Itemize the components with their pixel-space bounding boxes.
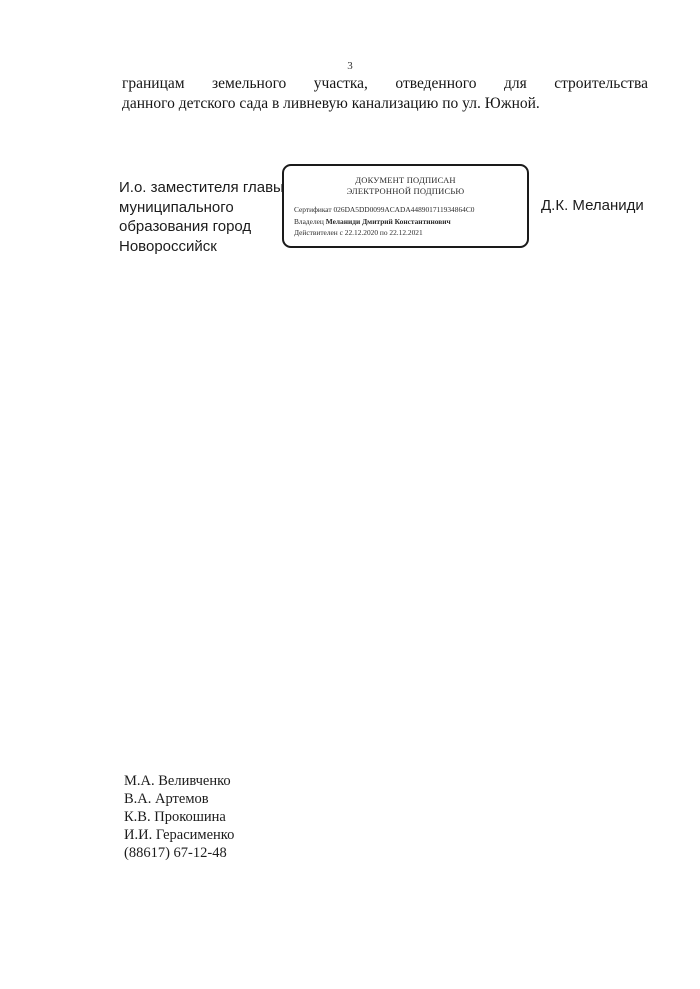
owner-label: Владелец	[294, 216, 324, 226]
signer-position-line: Новороссийск	[119, 237, 217, 255]
stamp-title-line-2: ЭЛЕКТРОННОЙ ПОДПИСЬЮ	[346, 185, 465, 196]
electronic-signature-stamp	[282, 164, 529, 248]
page-number: 3	[347, 60, 353, 72]
paragraph-line-1	[122, 74, 648, 94]
owner-value: Меланиди Дмитрий Константинович	[325, 216, 451, 226]
paragraph-word: участка,	[313, 75, 368, 92]
contact-line: К.В. Прокошина	[124, 809, 226, 825]
stamp-title	[284, 175, 527, 196]
contact-line: И.И. Герасименко	[124, 827, 235, 843]
valid-to: 22.12.2021	[389, 228, 423, 237]
valid-label: Действителен	[294, 228, 338, 237]
certificate-value: 026DA5DD0099ACADA448901711934864C0	[333, 205, 475, 214]
stamp-details	[284, 204, 527, 239]
paragraph-word: для	[503, 75, 527, 92]
contacts-block	[124, 772, 234, 862]
signer-position-line: муниципального	[119, 198, 234, 216]
stamp-validity	[294, 227, 527, 239]
valid-from: 22.12.2020	[344, 228, 379, 237]
signer-position-line: образования город	[119, 218, 252, 235]
paragraph-word: границам	[122, 75, 185, 92]
signer-position-line: И.о. заместителя главы	[119, 179, 284, 196]
stamp-owner	[294, 216, 527, 228]
stamp-certificate	[294, 204, 527, 216]
valid-to-label: по	[379, 228, 388, 237]
contact-line: В.А. Артемов	[124, 791, 209, 807]
paragraph-word: отведенного	[395, 75, 477, 92]
stamp-title-line-1: ДОКУМЕНТ ПОДПИСАН	[355, 175, 456, 185]
paragraph-word: строительства	[554, 75, 648, 92]
signer-position	[119, 178, 284, 256]
paragraph-word: земельного	[212, 75, 287, 92]
paragraph-line-2: данного детского сада в ливневую канализацию по ул. Южной.	[122, 95, 540, 112]
contact-phone: (88617) 67-12-48	[124, 845, 227, 861]
valid-from-label: с	[339, 228, 343, 237]
certificate-label: Сертификат	[294, 205, 332, 214]
signer-name: Д.К. Меланиди	[541, 197, 644, 214]
body-paragraph	[122, 74, 648, 114]
contact-line: М.А. Веливченко	[124, 773, 231, 789]
